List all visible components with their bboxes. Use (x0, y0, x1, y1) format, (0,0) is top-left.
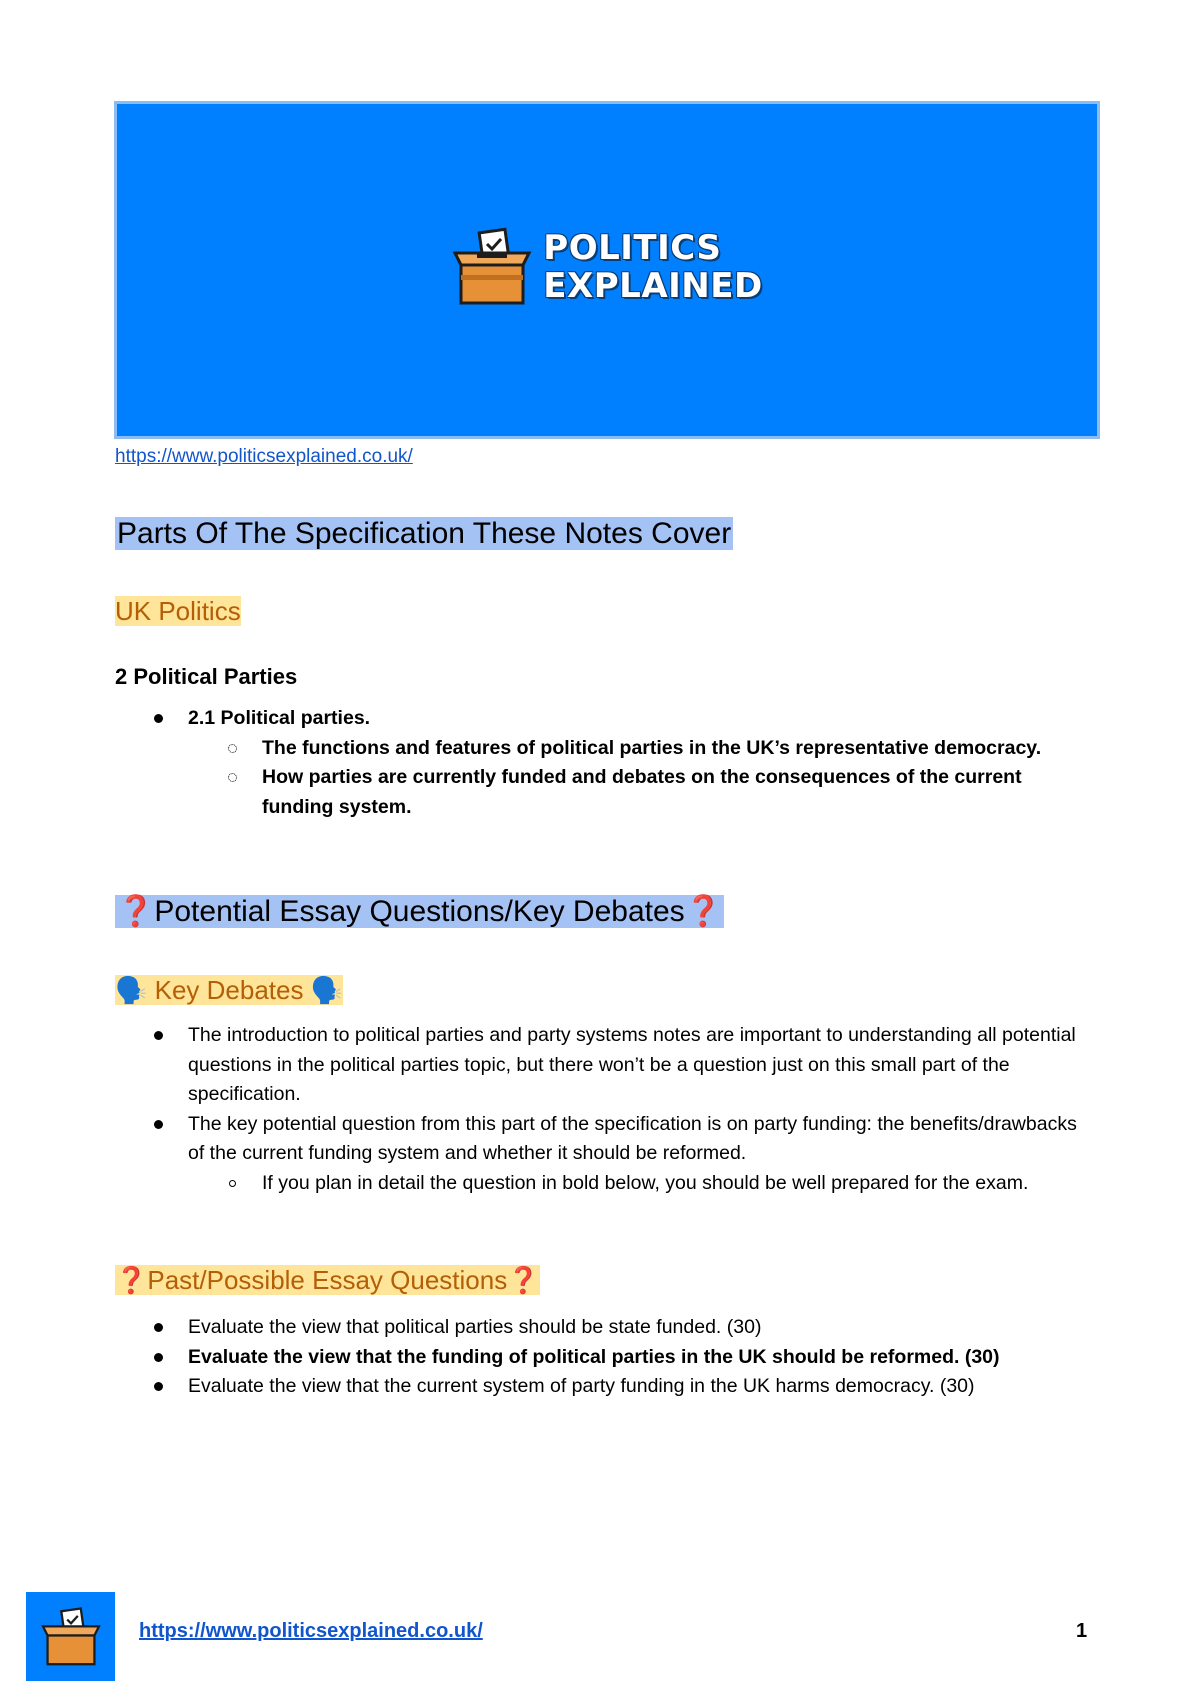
essay-heading (115, 893, 724, 931)
debates-list (0, 1021, 1088, 1198)
question-text: Evaluate the view that the funding of political parties in the UK should be reformed. (30) (188, 1345, 1000, 1368)
list-item (0, 1169, 1082, 1199)
ballot-box-icon (40, 1606, 102, 1668)
logo-line-2: EXPLAINED (543, 266, 763, 306)
website-link[interactable]: https://www.politicsexplained.co.uk/ (115, 446, 413, 467)
list-item (0, 763, 1082, 822)
essay-heading-text: ❓Potential Essay Questions/Key Debates❓ (117, 895, 722, 928)
footer-website-link[interactable]: https://www.politicsexplained.co.uk/ (139, 1620, 483, 1642)
past-questions-heading (115, 1263, 540, 1297)
logo-wordmark (543, 229, 762, 305)
debate-text: The key potential question from this part of the specification is on party funding: the benefits/drawbacks of the current funding system and whether it should be reformed. (188, 1112, 1077, 1164)
spec-item-text: 2.1 Political parties. (188, 707, 371, 729)
sub-bullet-icon (228, 773, 237, 782)
bullet-icon (154, 714, 163, 723)
debate-text: The introduction to political parties and party systems notes are important to understanding all potential questions in the political parties topic, but there won’t be a question just on this small part of the specification. (188, 1024, 1076, 1105)
spec-heading-text: Parts Of The Specification These Notes Cover (117, 517, 732, 550)
list-item (0, 734, 1082, 764)
question-text: Evaluate the view that the current system of party funding in the UK harms democracy. (30) (188, 1375, 975, 1397)
spec-sub-text: The functions and features of political parties in the UK’s representative democracy. (262, 736, 1042, 759)
footer-logo (26, 1592, 115, 1681)
bullet-icon (154, 1120, 163, 1129)
debate-sub-text: If you plan in detail the question in bold below, you should be well prepared for the exam. (262, 1171, 1029, 1194)
key-debates-heading (115, 973, 343, 1007)
list-item (0, 1343, 1088, 1373)
politics-explained-logo (451, 227, 762, 307)
spec-list (0, 704, 1088, 822)
list-item (0, 1313, 1088, 1343)
spec-sub-text: How parties are currently funded and debates on the consequences of the current funding system. (262, 766, 1022, 818)
bullet-icon (154, 1382, 163, 1391)
question-text: Evaluate the view that political parties should be state funded. (30) (188, 1316, 762, 1338)
questions-list (0, 1313, 1088, 1402)
list-item (0, 1021, 1088, 1110)
ballot-box-icon (451, 227, 533, 307)
sub-bullet-icon (229, 1180, 236, 1187)
bullet-icon (154, 1353, 163, 1362)
logo-line-1: POLITICS (543, 228, 722, 268)
page-number: 1 (1076, 1620, 1088, 1642)
past-questions-text: ❓Past/Possible Essay Questions❓ (115, 1265, 540, 1295)
sub-bullet-icon (228, 744, 237, 753)
uk-politics-text: UK Politics (115, 596, 241, 626)
spec-heading (115, 515, 733, 553)
uk-politics-heading (115, 594, 241, 628)
bullet-icon (154, 1323, 163, 1332)
list-item (0, 704, 1088, 734)
header-banner (114, 101, 1100, 439)
list-item (0, 1372, 1088, 1402)
bullet-icon (154, 1031, 163, 1040)
list-item (0, 1110, 1088, 1169)
topic-title: 2 Political Parties (115, 664, 298, 689)
key-debates-text: 🗣️ Key Debates 🗣️ (115, 975, 344, 1005)
